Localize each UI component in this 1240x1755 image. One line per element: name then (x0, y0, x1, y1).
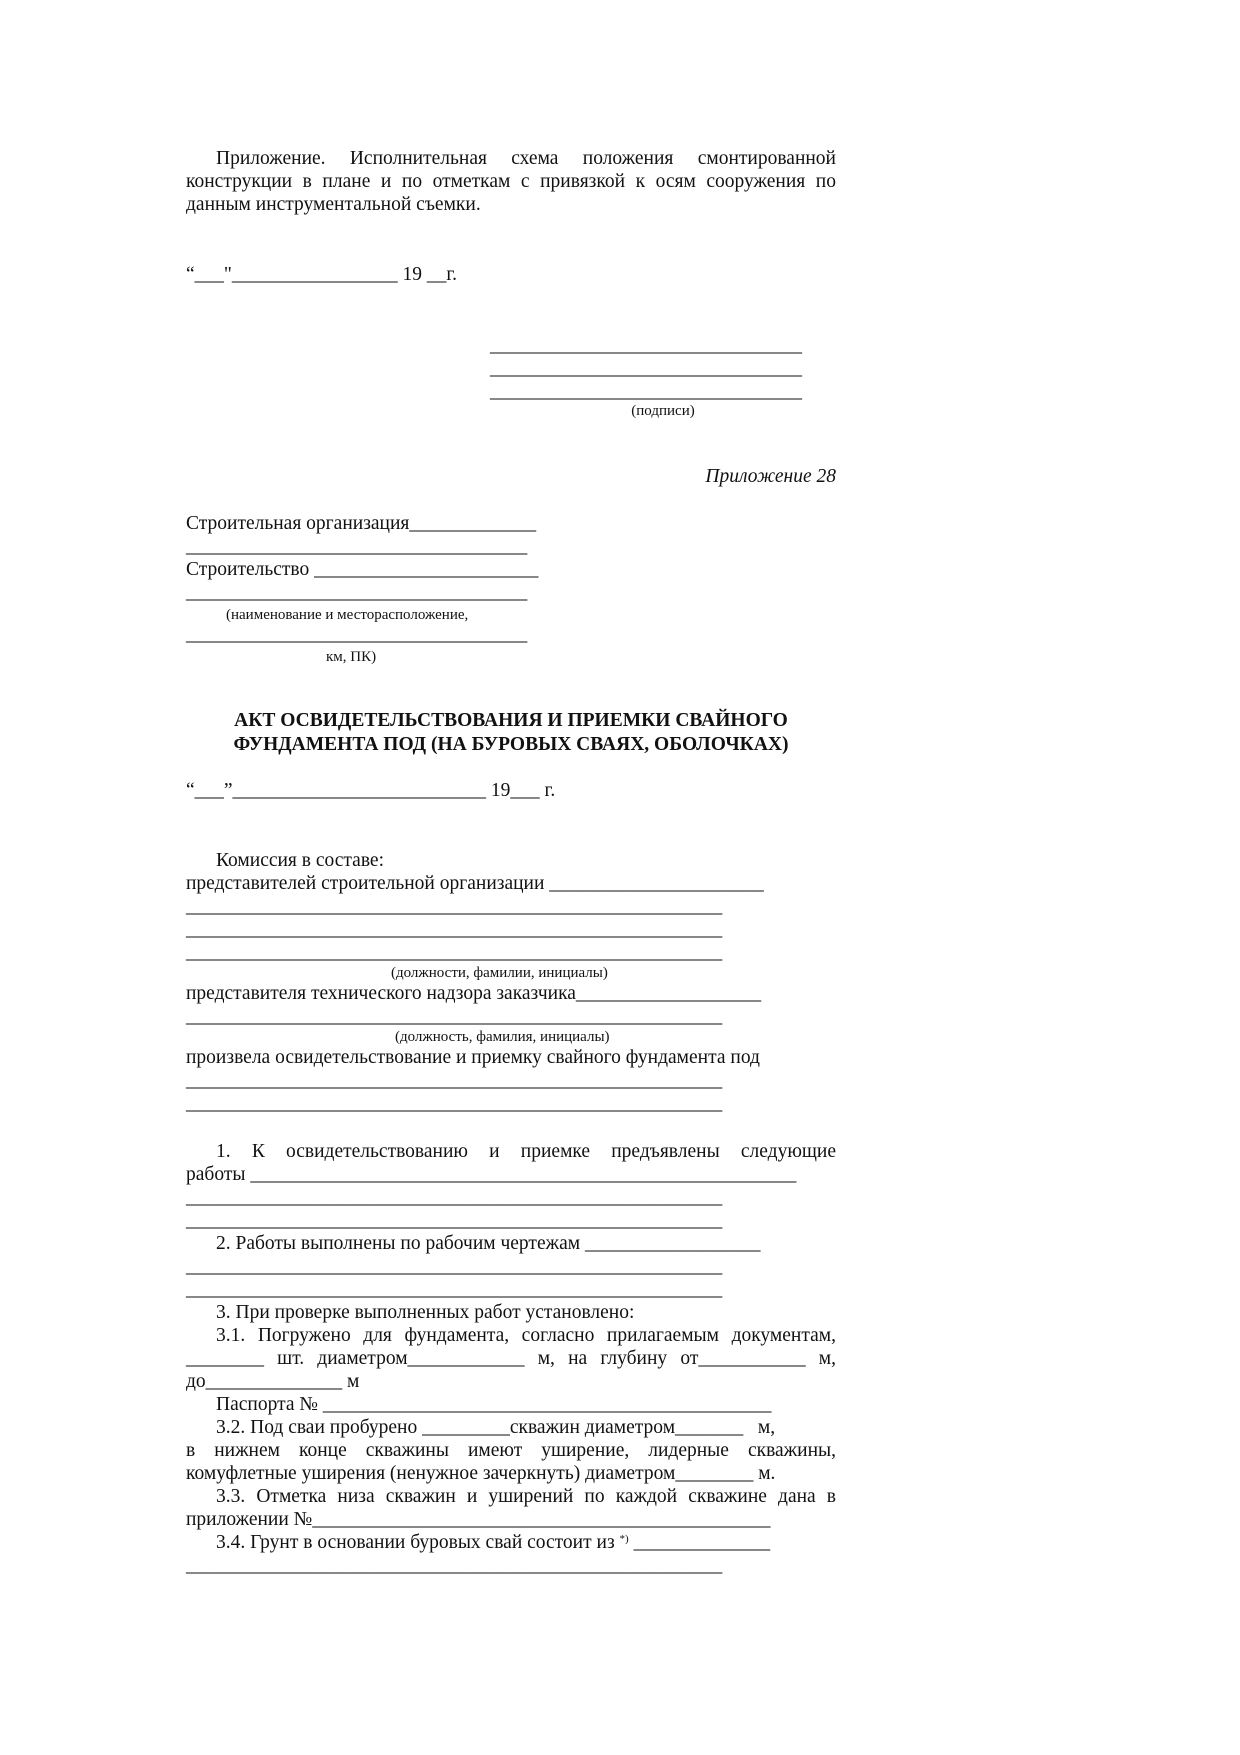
blank-line: _______________________________________________________ (186, 1279, 723, 1300)
item-3-3: приложении №_______________________________________________ (186, 1509, 771, 1530)
blank-line: _______________________________________________________ (186, 1093, 723, 1114)
commission-heading: Комиссия в составе: (216, 850, 384, 871)
passport-field: Паспорта № ______________________________________________ (216, 1394, 772, 1415)
signature-line: ________________________________ (490, 335, 802, 356)
position-caption: (должность, фамилия, инициалы) (395, 1029, 610, 1045)
item-3-1: ________ шт. диаметром____________ м, на глубину от___________ м, (186, 1348, 836, 1369)
title-line: АКТ ОСВИДЕТЕЛЬСТВОВАНИЯ И ПРИЕМКИ СВАЙНОГО (234, 710, 788, 731)
blank-line: ___________________________________ (186, 536, 528, 557)
blank-line: _______________________________________________________ (186, 1006, 723, 1027)
item-2: 2. Работы выполнены по рабочим чертежам __________________ (216, 1233, 761, 1254)
customer-field: представителя технического надзора заказчика___________________ (186, 983, 762, 1004)
date-line: “___”__________________________ 19___ г. (186, 780, 556, 801)
item-1-works: работы ________________________________________________________ (186, 1164, 797, 1185)
item-3-4-text: 3.4. Грунт в основании буровых свай состоит из (216, 1532, 620, 1553)
positions-caption: (должности, фамилии, инициалы) (391, 965, 608, 981)
item-3-4-blank: ______________ (628, 1532, 771, 1553)
date-line: “___"_________________ 19 __г. (186, 264, 458, 285)
construction-field: Строительство _______________________ (186, 559, 539, 580)
item-3-2: 3.2. Под сваи пробурено _________скважин диаметром_______ м, (216, 1417, 776, 1438)
appendix-number: Приложение 28 (705, 466, 836, 487)
item-3-1: до______________ м (186, 1371, 360, 1392)
blank-line: _______________________________________________________ (186, 1256, 723, 1277)
organization-field: Строительная организация_____________ (186, 513, 537, 534)
blank-line: _______________________________________________________ (186, 942, 723, 963)
signature-line: ________________________________ (490, 381, 802, 402)
intro-line: конструкции в плане и по отметкам с привязкой к осям сооружения по (186, 171, 836, 192)
blank-line: _______________________________________________________ (186, 896, 723, 917)
blank-line: ___________________________________ (186, 624, 528, 645)
intro-line: данным инструментальной съемки. (186, 194, 481, 215)
blank-line: _______________________________________________________ (186, 1070, 723, 1091)
item-3-3: 3.3. Отметка низа скважин и уширений по каждой скважине дана в (216, 1486, 836, 1507)
construction-caption: (наименование и месторасположение, (226, 607, 469, 623)
intro-line: Приложение. Исполнительная схема положения смонтированной (216, 148, 836, 169)
item-3-1: 3.1. Погружено для фундамента, согласно прилагаемым документам, (216, 1325, 836, 1346)
title-line: ФУНДАМЕНТА ПОД (НА БУРОВЫХ СВАЯХ, ОБОЛОЧКАХ) (233, 734, 789, 755)
blank-line: _______________________________________________________ (186, 919, 723, 940)
item-3: 3. При проверке выполненных работ установлено: (216, 1302, 635, 1323)
footnote-marker: *) (619, 1533, 629, 1545)
inspection-statement: произвела освидетельствование и приемку свайного фундамента под (186, 1047, 760, 1068)
builders-field: представителей строительной организации ______________________ (186, 873, 764, 894)
construction-caption: км, ПК) (326, 649, 377, 665)
signature-caption: (подписи) (631, 403, 695, 419)
blank-line: _______________________________________________________ (186, 1187, 723, 1208)
item-1: 1. К освидетельствованию и приемке предъявлены следующие (216, 1141, 836, 1162)
signature-line: ________________________________ (490, 358, 802, 379)
item-3-2: в нижнем конце скважины имеют уширение, лидерные скважины, (186, 1440, 836, 1461)
blank-line: _______________________________________________________ (186, 1555, 723, 1576)
blank-line: _______________________________________________________ (186, 1210, 723, 1231)
item-3-2: комуфлетные уширения (ненужное зачеркнуть) диаметром________ м. (186, 1463, 776, 1484)
item-3-4 (186, 1532, 836, 1554)
blank-line: ___________________________________ (186, 582, 528, 603)
